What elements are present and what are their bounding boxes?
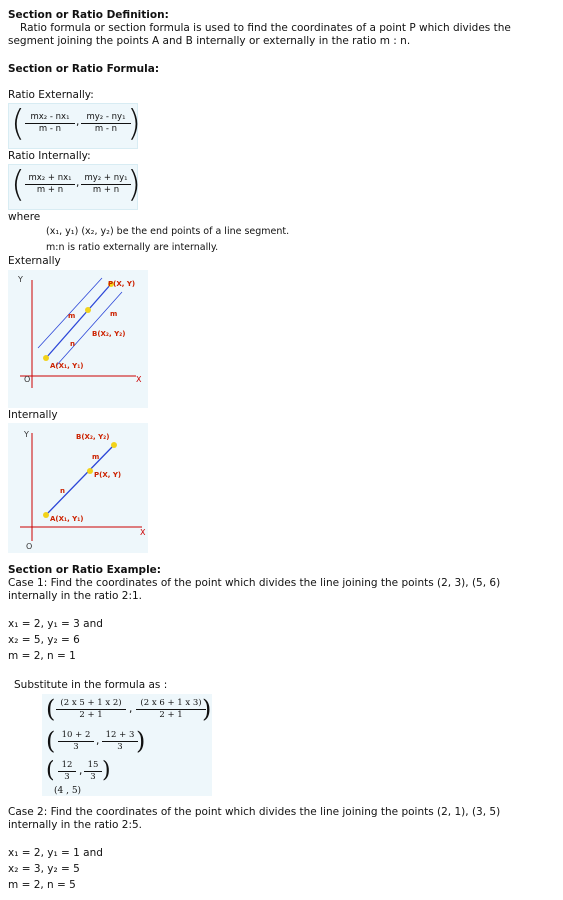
x-axis-label: X [136, 375, 142, 384]
frac-numerator: 12 [58, 760, 76, 772]
frac-numerator: 15 [84, 760, 102, 772]
right-paren: ) [202, 695, 212, 723]
point-a-label: A(X₁, Y₁) [50, 515, 84, 523]
ratio-m-label: m [92, 453, 100, 461]
internally-label: Internally [8, 409, 58, 421]
point-a [43, 512, 49, 518]
case-1-line-3: m = 2, n = 1 [8, 650, 76, 662]
point-b-label: B(X₂, Y₂) [76, 433, 110, 441]
ratio-n-label: n [70, 340, 75, 348]
frac-denominator: m - n [94, 124, 118, 134]
case-1-text: Case 1: Find the coordinates of the point which divides the line joining the points (2, 3), (5, 6) internally in the ratio 2:1. [8, 577, 501, 602]
ratio-n-label: n [60, 487, 65, 495]
external-diagram-svg [8, 270, 148, 408]
frac-denominator: m + n [36, 185, 64, 195]
step-3-frac-y [84, 760, 102, 783]
internal-label: Ratio Internally: [8, 150, 91, 162]
case-2-text: Case 2: Find the coordinates of the point which divides the line joining the points (2, 1), (3, 5) internally in the ratio 2:5. [8, 806, 501, 831]
comma: , [79, 765, 83, 777]
frac-denominator: 2 + 1 [79, 710, 103, 720]
point-a-label: A(X₁, Y₁) [50, 362, 84, 370]
ratio-m2-label: m [110, 310, 118, 318]
step-2-frac-y [102, 730, 138, 753]
frac-numerator: (2 x 6 + 1 x 3) [136, 698, 206, 710]
internal-frac-y [81, 173, 131, 196]
where-label: where [8, 211, 41, 223]
result: (4 , 5) [54, 786, 82, 796]
internal-diagram [8, 423, 148, 553]
right-paren: ) [127, 164, 142, 205]
case-1-line-2: x₂ = 5, y₂ = 6 [8, 634, 80, 646]
substitute-text: Substitute in the formula as : [14, 679, 168, 691]
frac-denominator: m - n [38, 124, 62, 134]
segment-line [46, 445, 114, 515]
case-2-line-1: x₁ = 2, y₁ = 1 and [8, 847, 103, 859]
external-formula [8, 103, 142, 149]
frac-denominator: 3 [90, 772, 96, 782]
frac-numerator: (2 x 5 + 1 x 2) [56, 698, 126, 710]
y-axis-label: Y [24, 430, 29, 439]
frac-numerator: mx₂ + nx₁ [25, 173, 75, 185]
external-frac-y [81, 112, 131, 135]
definition-body: Ratio formula or section formula is used to find the coordinates of a point P which divides the segment joining the points A and B internally or externally in the ratio m : n. [8, 22, 511, 47]
point-p [87, 468, 93, 474]
point-b [85, 307, 91, 313]
right-paren: ) [136, 727, 146, 755]
left-paren: ( [46, 695, 56, 723]
formula-heading: Section or Ratio Formula: [8, 63, 160, 75]
internal-diagram-svg [8, 423, 148, 553]
frac-numerator: my₂ - ny₁ [81, 112, 131, 124]
external-label: Ratio Externally: [8, 89, 94, 101]
step-2-frac-x [58, 730, 94, 753]
frac-denominator: m + n [92, 185, 120, 195]
case-2-line-3: m = 2, n = 5 [8, 879, 76, 891]
where-line-2: m:n is ratio externally are internally. [46, 242, 219, 253]
case-2-line-2: x₂ = 3, y₂ = 5 [8, 863, 80, 875]
comma: , [96, 735, 100, 747]
externally-label: Externally [8, 255, 61, 267]
internal-formula [8, 164, 142, 210]
arrow-line-n [56, 292, 122, 366]
frac-numerator: 10 + 2 [58, 730, 94, 742]
step-1-frac-x [56, 698, 126, 721]
origin-label: O [26, 542, 33, 551]
left-paren: ( [46, 758, 55, 783]
example-heading: Section or Ratio Example: [8, 564, 161, 576]
external-frac-x [25, 112, 75, 135]
external-diagram [8, 270, 148, 408]
point-b-label: B(X₂, Y₂) [92, 330, 126, 338]
right-paren: ) [127, 103, 142, 144]
left-paren: ( [46, 727, 56, 755]
origin-label: O [24, 375, 31, 384]
frac-denominator: 3 [64, 772, 70, 782]
left-paren: ( [11, 164, 26, 205]
frac-denominator: 3 [117, 742, 123, 752]
comma: , [76, 116, 80, 128]
left-paren: ( [11, 103, 26, 144]
point-b [111, 442, 117, 448]
definition-heading: Section or Ratio Definition: [8, 9, 169, 21]
y-axis-label: Y [18, 275, 23, 284]
step-3-frac-x [58, 760, 76, 783]
point-p-label: P(X, Y) [108, 280, 136, 288]
comma: , [129, 703, 133, 715]
frac-numerator: my₂ + ny₁ [81, 173, 131, 185]
right-paren: ) [102, 758, 111, 783]
comma: , [76, 177, 80, 189]
frac-denominator: 2 + 1 [159, 710, 183, 720]
ratio-m-label: m [68, 312, 76, 320]
point-a [43, 355, 49, 361]
substitution-box [42, 694, 212, 796]
frac-denominator: 3 [73, 742, 79, 752]
frac-numerator: mx₂ - nx₁ [25, 112, 75, 124]
frac-numerator: 12 + 3 [102, 730, 138, 742]
step-1-frac-y [136, 698, 206, 721]
segment-line [46, 284, 111, 358]
internal-frac-x [25, 173, 75, 196]
point-p-label: P(X, Y) [94, 471, 122, 479]
case-1-line-1: x₁ = 2, y₁ = 3 and [8, 618, 103, 630]
where-line-1: (x₁, y₁) (x₂, y₂) be the end points of a line segment. [46, 226, 290, 237]
x-axis-label: X [140, 528, 146, 537]
